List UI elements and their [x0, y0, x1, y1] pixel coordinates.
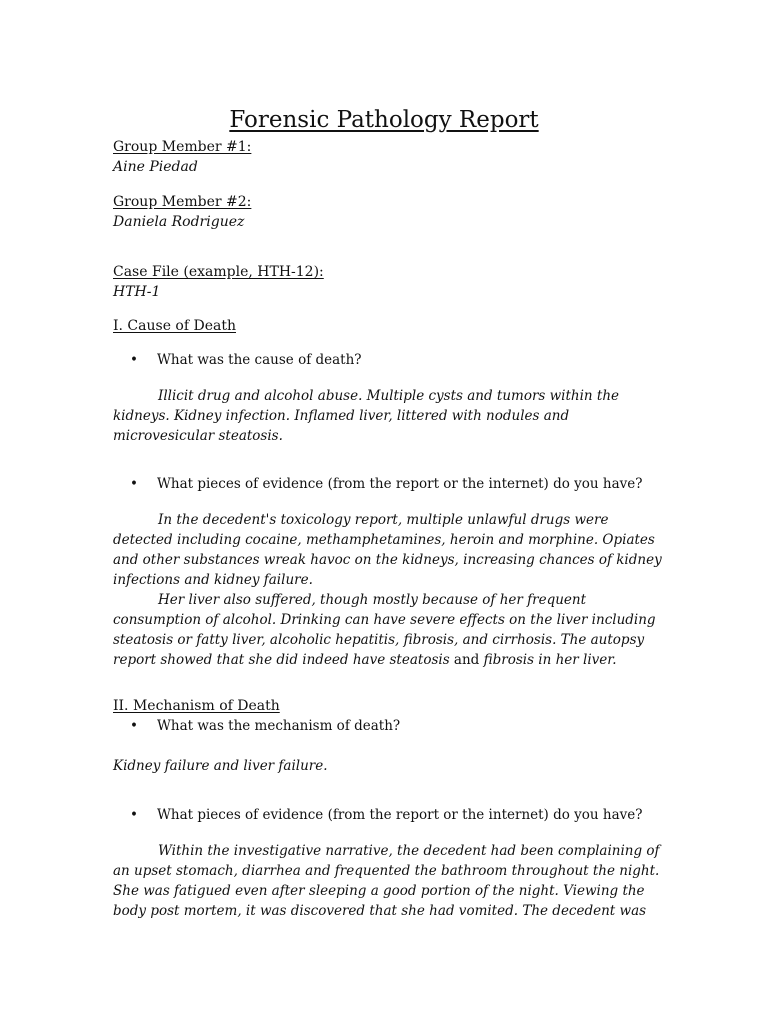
section1-question2: [130, 476, 643, 492]
member2-value: Daniela Rodriguez: [113, 214, 245, 230]
section2-answer1: Kidney failure and liver failure.: [113, 758, 328, 774]
section1-question1: [130, 352, 362, 368]
section2-question2: [130, 807, 643, 823]
bullet-marker: •: [130, 476, 138, 492]
section1-answer2-p1: In the decedent's toxicology report, multiple unlawful drugs were detected including cocaine, methamphetamines, heroin and morphine. Opiates and other substances wreak havoc on the kidneys, increasing chances of kidney infections and kidney failure.: [113, 512, 662, 588]
section2-question2-text: What pieces of evidence (from the report or the internet) do you have?: [157, 807, 643, 823]
section1-question1-text: What was the cause of death?: [157, 352, 362, 368]
section1-answer2-p2-post: fibrosis in her liver.: [483, 652, 617, 668]
member1-label: Group Member #1:: [113, 139, 252, 155]
case-file-value: HTH-1: [113, 284, 161, 300]
section1-question2-text: What pieces of evidence (from the report or the internet) do you have?: [157, 476, 643, 492]
section2-answer2-text: Within the investigative narrative, the decedent had been complaining of an upset stomach, diarrhea and frequented the bathroom throughout the night. She was fatigued even after sleeping a good portion of the night. Viewing the body post mortem, it was discovered that she had vomited. The decedent was: [113, 843, 660, 919]
section2-heading: II. Mechanism of Death: [113, 698, 280, 714]
page-title: Forensic Pathology Report: [229, 107, 539, 133]
section1-answer2-p2-pre: Her liver also suffered, though mostly because of her frequent consumption of alcohol. Drinking can have severe effects on the liver including steatosis or fatty liver, alcoholic hepatitis, fibrosis, and cirrhosis. The autopsy report showed that she did indeed have steatosis: [113, 592, 656, 668]
section1-answer2-and: and: [453, 652, 480, 668]
member2-label: Group Member #2:: [113, 194, 252, 210]
bullet-marker: •: [130, 352, 138, 368]
section1-answer1-text: Illicit drug and alcohol abuse. Multiple cysts and tumors within the kidneys. Kidney infection. Inflamed liver, littered with nodules and microvesicular steatosis.: [113, 388, 620, 444]
section2-question1-text: What was the mechanism of death?: [157, 718, 401, 734]
member1-value: Aine Piedad: [113, 159, 198, 175]
section2-question1: [130, 718, 400, 734]
case-file-label: Case File (example, HTH-12):: [113, 264, 324, 280]
bullet-marker: •: [130, 718, 138, 734]
section1-answer1: [113, 386, 663, 446]
section1-answer2: [113, 510, 663, 670]
bullet-marker: •: [130, 807, 138, 823]
section2-answer2: [113, 841, 663, 921]
section1-heading: I. Cause of Death: [113, 318, 236, 334]
